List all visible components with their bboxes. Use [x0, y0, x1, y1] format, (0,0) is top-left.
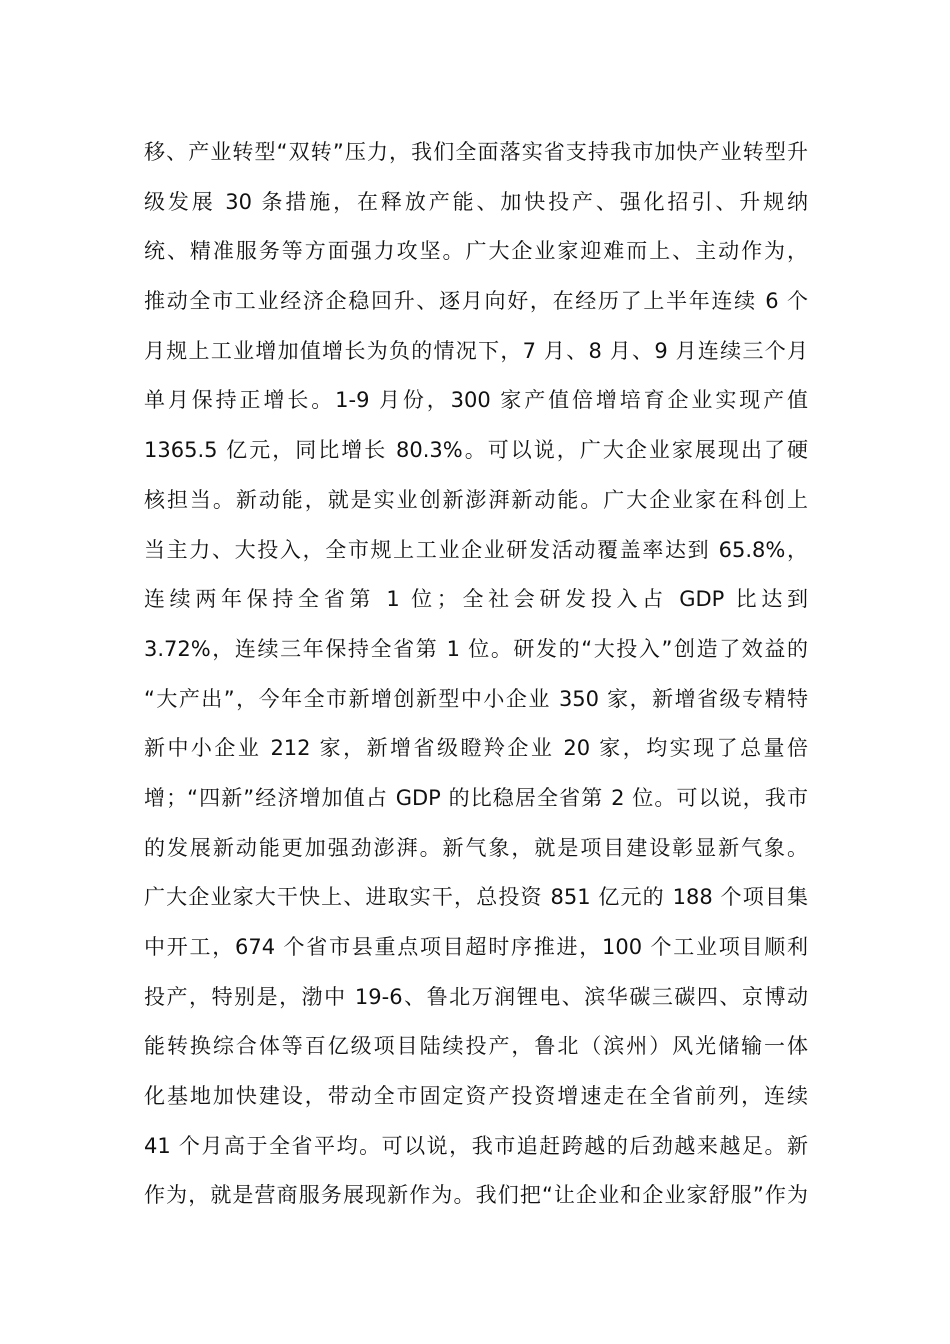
text-line: 移、产业转型“双转”压力，我们全面落实省支持我市加快产业转型升 [144, 140, 808, 164]
text-line: 能转换综合体等百亿级项目陆续投产，鲁北（滨州）风光储输一体 [144, 1034, 808, 1059]
text-line: 作为，就是营商服务展现新作为。我们把“让企业和企业家舒服”作为 [144, 1183, 808, 1208]
text-line: 中开工，674 个省市县重点项目超时序推进，100 个工业项目顺利 [144, 935, 808, 959]
text-line: 的发展新动能更加强劲澎湃。新气象，就是项目建设彰显新气象。 [144, 835, 808, 860]
text-line: 3.72%，连续三年保持全省第 1 位。研发的“大投入”创造了效益的 [144, 636, 808, 661]
text-line: 广大企业家大干快上、进取实干，总投资 851 亿元的 188 个项目集 [144, 885, 808, 910]
text-line: “大产出”，今年全市新增创新型中小企业 350 家，新增省级专精特 [144, 686, 808, 711]
text-line: 连续两年保持全省第 1 位；全社会研发投入占 GDP 比达到 [144, 587, 808, 612]
text-line: 单月保持正增长。1-9 月份，300 家产值倍增培育企业实现产值 [144, 388, 808, 413]
text-line: 推动全市工业经济企稳回升、逐月向好，在经历了上半年连续 6 个 [144, 289, 808, 314]
text-line: 核担当。新动能，就是实业创新澎湃新动能。广大企业家在科创上 [144, 487, 808, 512]
text-line: 月规上工业增加值增长为负的情况下，7 月、8 月、9 月连续三个月 [144, 338, 808, 363]
text-line: 化基地加快建设，带动全市固定资产投资增速走在全省前列，连续 [144, 1084, 808, 1109]
body-text [144, 128, 808, 1221]
text-line: 增；“四新”经济增加值占 GDP 的比稳居全省第 2 位。可以说，我市 [144, 785, 808, 810]
text-line: 投产，特别是，渤中 19-6、鲁北万润锂电、滨华碳三碳四、京博动 [144, 984, 808, 1009]
text-line: 1365.5 亿元，同比增长 80.3%。可以说，广大企业家展现出了硬 [144, 438, 808, 463]
text-line: 新中小企业 212 家，新增省级瞪羚企业 20 家，均实现了总量倍 [144, 736, 808, 761]
text-line: 统、精准服务等方面强力攻坚。广大企业家迎难而上、主动作为， [144, 239, 808, 264]
text-line: 当主力、大投入，全市规上工业企业研发活动覆盖率达到 65.8%， [144, 537, 808, 562]
text-line: 级发展 30 条措施，在释放产能、加快投产、强化招引、升规纳 [144, 189, 808, 214]
text-line: 41 个月高于全省平均。可以说，我市追赶跨越的后劲越来越足。新 [144, 1133, 808, 1158]
